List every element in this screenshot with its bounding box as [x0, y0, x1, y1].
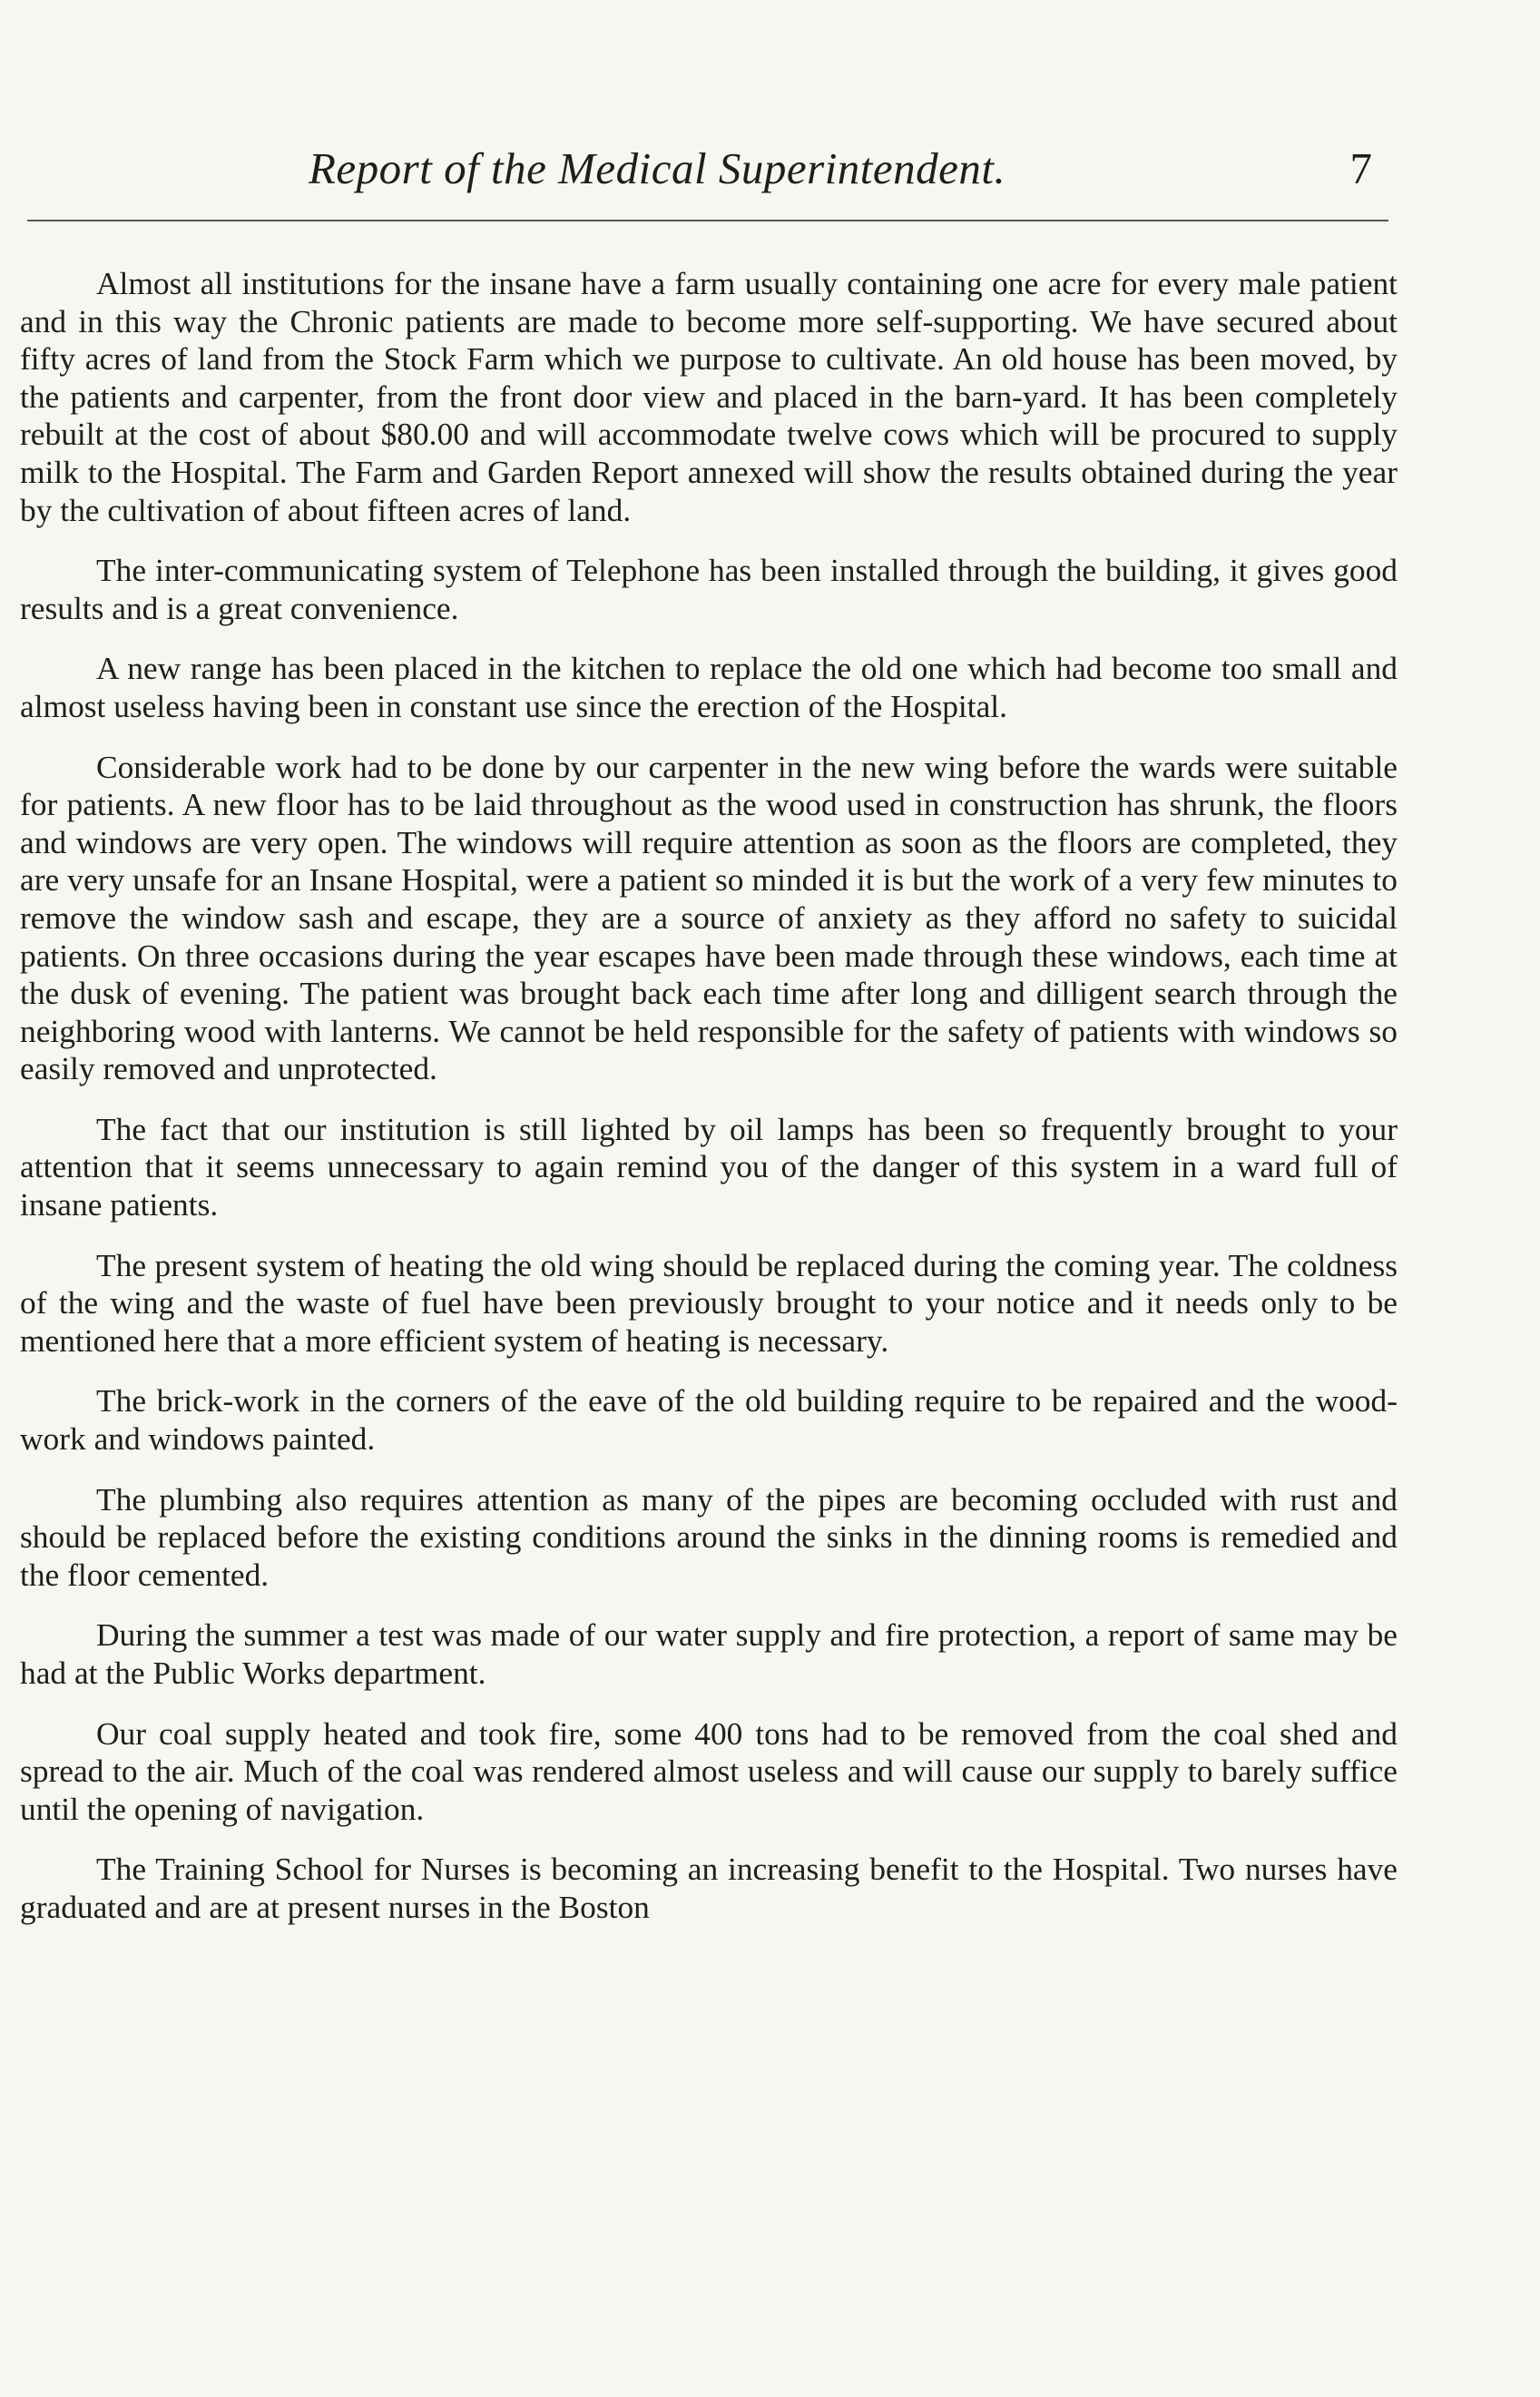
paragraph-lighting: The fact that our institution is still lighted by oil lamps has been so frequently brought to your attention that it seems unnecessary to again remind you of the danger of this system in a ward full of insane patients.: [20, 1110, 1398, 1223]
header-rule: [27, 220, 1388, 221]
paragraph-coal-supply: Our coal supply heated and took fire, some 400 tons had to be removed from the coal shed and spread to the air. Much of the coal was rendered almost useless and will cause our supply to barely suffice until the opening of navigation.: [20, 1714, 1398, 1827]
paragraph-kitchen-range: A new range has been placed in the kitchen to replace the old one which had become too small and almost useless having been in constant use since the erection of the Hospital.: [20, 650, 1398, 724]
paragraph-plumbing: The plumbing also requires attention as many of the pipes are becoming occluded with rust and should be replaced before the existing conditions around the sinks in the dinning rooms is remedied and the floor cemented.: [20, 1480, 1398, 1593]
running-header: [27, 143, 1388, 207]
paragraph-training-school: The Training School for Nurses is becoming an increasing benefit to the Hospital. Two nurses have graduated and are at present nurses in the Boston: [20, 1851, 1398, 1925]
paragraph-farm: Almost all institutions for the insane have a farm usually containing one acre for every male patient and in this way the Chronic patients are made to become more self-supporting. We have secured about fifty acres of land from the Stock Farm which we purpose to cultivate. An old house has been moved, by the patients and carpenter, from the front door view and placed in the barn-yard. It has been completely rebuilt at the cost of about $80.00 and will accommodate twelve cows which will be procured to supply milk to the Hospital. The Farm and Garden Report annexed will show the results obtained during the year by the cultivation of about fifteen acres of land.: [20, 265, 1398, 528]
paragraph-carpenter-work: Considerable work had to be done by our carpenter in the new wing before the wards were suitable for patients. A new floor has to be laid throughout as the wood used in construction has shrunk, the floors and windows are very open. The windows will require attention as soon as the floors are completed, they are very unsafe for an Insane Hospital, were a patient so minded it is but the work of a very few minutes to remove the window sash and escape, they are a source of anxiety as they afford no safety to suicidal patients. On three occasions during the year escapes have been made through these windows, each time at the dusk of evening. The patient was brought back each time after long and dilligent search through the neighboring wood with lanterns. We cannot be held responsible for the safety of patients with windows so easily removed and unprotected.: [20, 748, 1398, 1087]
paragraph-brick-work: The brick-work in the corners of the eave of the old building require to be repaired and the wood-work and windows painted.: [20, 1382, 1398, 1458]
body-text: [20, 265, 1398, 1927]
paragraph-heating: The present system of heating the old wing should be replaced during the coming year. The coldness of the wing and the waste of fuel have been previously brought to your notice and it needs only to be mentioned here that a more efficient system of heating is necessary.: [20, 1246, 1398, 1359]
page-number: 7: [1349, 143, 1372, 193]
running-header-title: Report of the Medical Superintendent.: [309, 143, 1006, 193]
paragraph-water-supply: During the summer a test was made of our water supply and fire protection, a report of same may be had at the Public Works department.: [20, 1616, 1398, 1691]
paragraph-telephone: The inter-communicating system of Telephone has been installed through the building, it gives good results and is a great convenience.: [20, 552, 1398, 626]
